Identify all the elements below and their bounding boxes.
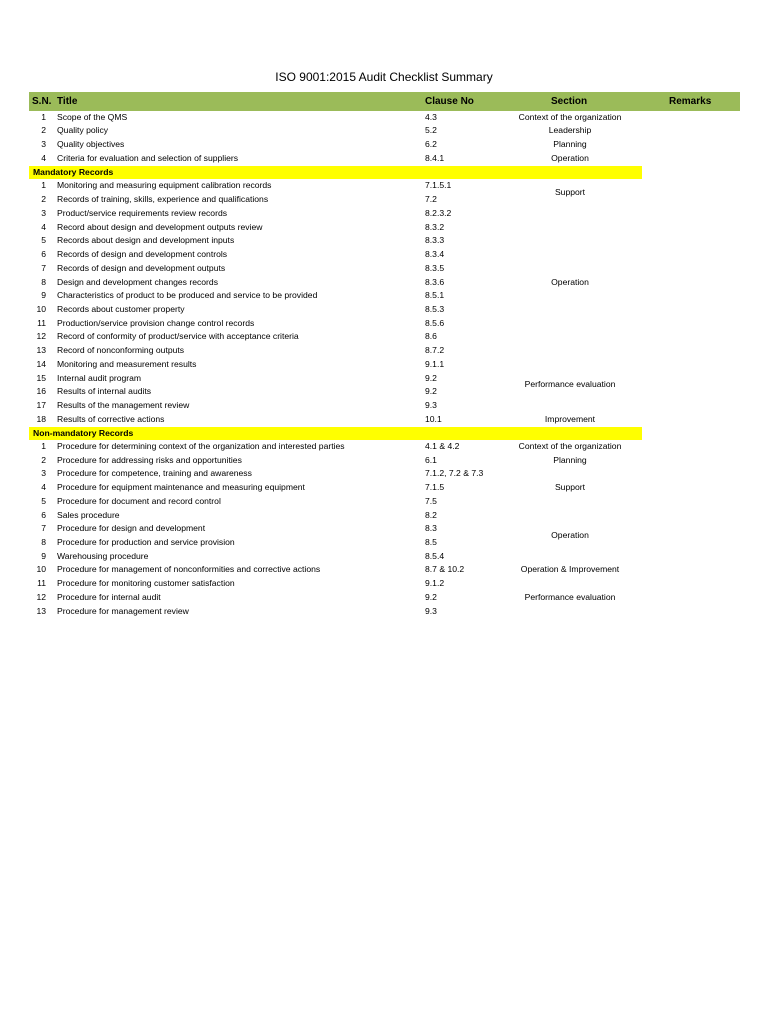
row-clause: 5.2: [425, 125, 437, 135]
row-clause: 9.3: [425, 606, 437, 616]
row-clause: 8.3.4: [425, 249, 445, 259]
row-sn: 4: [41, 482, 46, 492]
row-sn: 13: [36, 606, 46, 616]
mandatory-records-band: [29, 166, 642, 179]
row-title: Monitoring and measuring equipment calibration records: [57, 180, 272, 190]
section-improvement: Improvement: [544, 414, 596, 424]
row-clause: 8.7 & 10.2: [425, 564, 465, 574]
row-sn: 2: [41, 125, 46, 135]
row-clause: 9.1.2: [425, 578, 445, 588]
row-title: Quality policy: [57, 125, 109, 135]
row-clause: 7.1.5.1: [425, 180, 452, 190]
row-clause: 7.5: [425, 496, 437, 506]
row-sn: 2: [41, 194, 46, 204]
row-title: Records of design and development outputs: [57, 263, 226, 273]
row-title: Record of nonconforming outputs: [57, 345, 185, 355]
row-clause: 9.2: [425, 386, 437, 396]
row-title: Warehousing procedure: [57, 551, 149, 561]
band-label: Mandatory Records: [33, 167, 114, 177]
row-title: Design and development changes records: [57, 277, 218, 287]
row-sn: 7: [41, 263, 46, 273]
row-title: Procedure for design and development: [57, 523, 206, 533]
nonmandatory-records-band: [29, 427, 642, 440]
row-sn: 12: [36, 592, 46, 602]
row-sn: 8: [41, 537, 46, 547]
row-title: Records about design and development inputs: [57, 235, 235, 245]
row-title: Record about design and development outputs review: [57, 222, 263, 232]
section-planning: Planning: [553, 455, 587, 465]
row-title: Scope of the QMS: [57, 112, 128, 122]
section-performance-evaluation: Performance evaluation: [524, 592, 616, 602]
row-clause: 8.3.3: [425, 235, 445, 245]
row-clause: 6.2: [425, 139, 437, 149]
row-sn: 10: [36, 564, 46, 574]
section-context: Context of the organization: [518, 441, 622, 451]
row-title: Criteria for evaluation and selection of suppliers: [57, 153, 239, 163]
row-sn: 5: [41, 496, 46, 506]
row-sn: 1: [41, 441, 46, 451]
row-title: Procedure for document and record control: [57, 496, 221, 506]
row-title: Internal audit program: [57, 373, 142, 383]
row-title: Results of the management review: [57, 400, 190, 410]
row-clause: 10.1: [425, 414, 442, 424]
row-sn: 9: [41, 290, 46, 300]
row-title: Procedure for determining context of the organization and interested parties: [57, 441, 345, 451]
row-sn: 6: [41, 249, 46, 259]
row-sn: 12: [36, 331, 46, 341]
row-sn: 17: [36, 400, 46, 410]
row-clause: 8.3.6: [425, 277, 445, 287]
row-sn: 14: [36, 359, 46, 369]
header-remarks: Remarks: [669, 96, 712, 107]
header-clause: Clause No: [425, 96, 474, 107]
row-clause: 8.3: [425, 523, 437, 533]
row-clause: 8.3.2: [425, 222, 445, 232]
row-sn: 8: [41, 277, 46, 287]
row-sn: 3: [41, 468, 46, 478]
row-section: Operation: [551, 153, 589, 163]
row-sn: 2: [41, 455, 46, 465]
row-section: Planning: [553, 139, 587, 149]
section-operation: Operation: [551, 530, 589, 540]
row-title: Procedure for equipment maintenance and measuring equipment: [57, 482, 305, 492]
row-clause: 8.5.4: [425, 551, 445, 561]
row-sn: 1: [41, 112, 46, 122]
row-title: Procedure for internal audit: [57, 592, 161, 602]
row-clause: 8.2.3.2: [425, 208, 452, 218]
row-clause: 7.1.2, 7.2 & 7.3: [425, 468, 484, 478]
row-section: Context of the organization: [518, 112, 622, 122]
row-title: Records of design and development controls: [57, 249, 228, 259]
row-sn: 11: [37, 578, 46, 588]
row-title: Procedure for competence, training and awareness: [57, 468, 252, 478]
row-sn: 18: [36, 414, 46, 424]
section-operation: Operation: [551, 277, 589, 287]
row-title: Records about customer property: [57, 304, 185, 314]
section-operation-improvement: Operation & Improvement: [520, 564, 620, 574]
row-sn: 6: [41, 510, 46, 520]
page-title: ISO 9001:2015 Audit Checklist Summary: [275, 70, 493, 84]
row-title: Procedure for addressing risks and opportunities: [57, 455, 242, 465]
row-title: Record of conformity of product/service with acceptance criteria: [57, 331, 299, 341]
row-clause: 8.5: [425, 537, 437, 547]
row-sn: 3: [41, 208, 46, 218]
row-sn: 5: [41, 235, 46, 245]
row-clause: 8.2: [425, 510, 437, 520]
section-support: Support: [554, 482, 586, 492]
row-title: Quality objectives: [57, 139, 125, 149]
row-title: Monitoring and measurement results: [57, 359, 197, 369]
section-support: Support: [554, 187, 586, 197]
row-clause: 9.2: [425, 592, 437, 602]
row-clause: 8.6: [425, 331, 437, 341]
row-clause: 9.3: [425, 400, 437, 410]
row-clause: 8.4.1: [425, 153, 445, 163]
row-sn: 1: [41, 180, 46, 190]
row-title: Procedure for production and service provision: [57, 537, 235, 547]
row-title: Procedure for monitoring customer satisfaction: [57, 578, 235, 588]
row-clause: 9.1.1: [425, 359, 445, 369]
row-clause: 7.2: [425, 194, 437, 204]
header-section: Section: [551, 96, 588, 107]
row-clause: 6.1: [425, 455, 437, 465]
row-sn: 4: [41, 153, 46, 163]
row-clause: 8.3.5: [425, 263, 445, 273]
row-title: Results of corrective actions: [57, 414, 165, 424]
row-sn: 4: [41, 222, 46, 232]
row-sn: 15: [36, 373, 46, 383]
row-clause: 4.1 & 4.2: [425, 441, 460, 451]
row-sn: 7: [41, 523, 46, 533]
row-clause: 8.5.6: [425, 318, 445, 328]
row-section: Leadership: [548, 125, 592, 135]
row-sn: 3: [41, 139, 46, 149]
row-sn: 10: [36, 304, 46, 314]
row-title: Production/service provision change control records: [57, 318, 255, 328]
row-title: Product/service requirements review records: [57, 208, 228, 218]
header-title: Title: [57, 96, 78, 107]
section-performance-evaluation: Performance evaluation: [524, 379, 616, 389]
row-clause: 9.2: [425, 373, 437, 383]
row-title: Procedure for management review: [57, 606, 189, 616]
row-clause: 8.7.2: [425, 345, 445, 355]
row-sn: 9: [41, 551, 46, 561]
band-label: Non-mandatory Records: [33, 428, 134, 438]
row-title: Sales procedure: [57, 510, 120, 520]
table-header: [29, 92, 740, 111]
row-sn: 16: [36, 386, 46, 396]
row-clause: 7.1.5: [425, 482, 445, 492]
row-clause: 8.5.3: [425, 304, 445, 314]
row-title: Results of internal audits: [57, 386, 152, 396]
row-title: Records of training, skills, experience and qualifications: [57, 194, 269, 204]
row-sn: 11: [37, 318, 46, 328]
header-sn: S.N.: [32, 96, 52, 107]
row-clause: 8.5.1: [425, 290, 445, 300]
row-title: Characteristics of product to be produced and service to be provided: [57, 290, 318, 300]
row-title: Procedure for management of nonconformities and corrective actions: [57, 564, 321, 574]
row-clause: 4.3: [425, 112, 437, 122]
row-sn: 13: [36, 345, 46, 355]
